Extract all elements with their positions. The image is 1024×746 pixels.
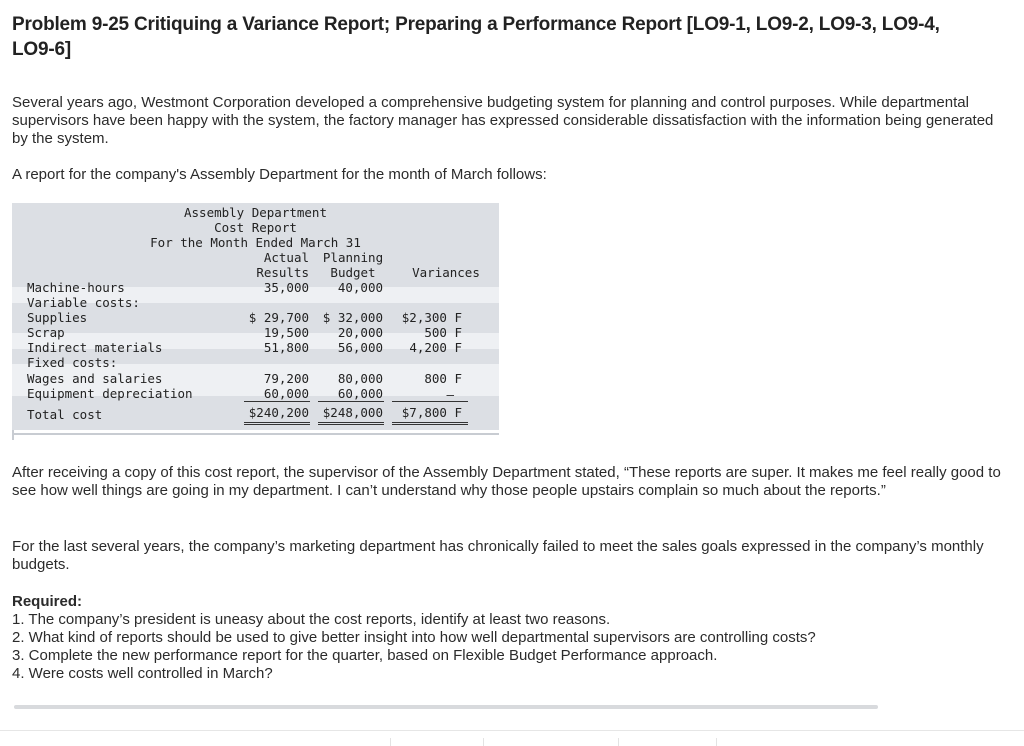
row-label: Machine-hours (27, 280, 125, 295)
row-variance: 800 F (424, 371, 462, 386)
row-variance: $2,300 F (401, 310, 462, 325)
row-budget: $248,000 (322, 405, 383, 420)
report-heading-period: For the Month Ended March 31 (150, 235, 361, 250)
col-header-variances: Variances (412, 265, 480, 280)
supervisor-quote: After receiving a copy of this cost report, the supervisor of the Assembly Department stated, “These reports are super. It makes me feel really good to see how well things are going in my department. I can’t understand why those people upstairs complain so much about the reports.” (12, 464, 1001, 499)
row-variance: $7,800 F (401, 405, 462, 420)
report-left-border (12, 430, 14, 440)
total-double-rule (244, 422, 310, 425)
bottom-tick (390, 738, 391, 746)
row-actual: 60,000 (263, 386, 309, 401)
row-label: Scrap (27, 325, 65, 340)
bottom-tick (716, 738, 717, 746)
intro-paragraph: Several years ago, Westmont Corporation developed a comprehensive budgeting system for planning and control purposes. While departmental supervisors have been happy with the system, the factory manager has expressed considerable dissatisfaction with the information being generated by the system. (12, 94, 994, 147)
row-actual: 35,000 (263, 280, 309, 295)
subtotal-rule (244, 401, 310, 402)
col-header-planning-1: Planning (322, 250, 384, 265)
row-label: Total cost (27, 407, 103, 422)
page-title: Problem 9-25 Critiquing a Variance Report; Preparing a Performance Report [LO9-1, LO9-2, LO9-3, LO9-4, LO9-6] (12, 14, 940, 60)
row-actual: 19,500 (263, 325, 309, 340)
row-budget: 56,000 (337, 340, 383, 355)
row-variance: 500 F (424, 325, 462, 340)
row-budget: 40,000 (337, 280, 383, 295)
cost-report-table (12, 203, 499, 430)
report-heading-title: Cost Report (214, 220, 297, 235)
required-item: 4. Were costs well controlled in March? (12, 665, 273, 682)
row-actual: $ 29,700 (248, 310, 309, 325)
row-label: Wages and salaries (27, 371, 163, 386)
required-item: 1. The company’s president is uneasy about the cost reports, identify at least two reasons. (12, 611, 611, 628)
marketing-note: For the last several years, the company’s marketing department has chronically failed to meet the sales goals expressed in the company’s monthly budgets. (12, 538, 984, 573)
total-double-rule (318, 422, 384, 425)
row-label: Supplies (27, 310, 88, 325)
row-label: Equipment depreciation (27, 386, 193, 401)
row-actual: 51,800 (263, 340, 309, 355)
report-intro: A report for the company's Assembly Department for the month of March follows: (12, 166, 547, 183)
row-budget: 80,000 (337, 371, 383, 386)
row-actual: $240,200 (248, 405, 309, 420)
row-variance: – (446, 387, 454, 402)
required-item: 2. What kind of reports should be used to give better insight into how well departmental supervisors are controlling costs? (12, 629, 816, 646)
bottom-tick (483, 738, 484, 746)
subtotal-rule (318, 401, 384, 402)
col-header-actual-2: Results (256, 265, 309, 280)
bottom-divider (0, 730, 1024, 731)
total-double-rule (392, 422, 468, 425)
row-actual: 79,200 (263, 371, 309, 386)
subtotal-rule (392, 401, 468, 402)
col-header-planning-2: Budget (330, 265, 376, 280)
report-bottom-border (12, 433, 499, 435)
bottom-tick (618, 738, 619, 746)
col-header-actual-1: Actual (263, 250, 309, 265)
row-label: Fixed costs: (27, 355, 118, 370)
horizontal-scrollbar[interactable] (14, 705, 878, 709)
row-label: Indirect materials (27, 340, 163, 355)
row-budget: 60,000 (337, 386, 383, 401)
row-budget: 20,000 (337, 325, 383, 340)
required-item: 3. Complete the new performance report for the quarter, based on Flexible Budget Performance approach. (12, 647, 718, 664)
row-label: Variable costs: (27, 295, 140, 310)
row-budget: $ 32,000 (322, 310, 383, 325)
required-heading: Required: (12, 593, 83, 610)
required-section (12, 593, 1002, 683)
report-heading-department: Assembly Department (184, 205, 327, 220)
row-variance: 4,200 F (409, 340, 462, 355)
